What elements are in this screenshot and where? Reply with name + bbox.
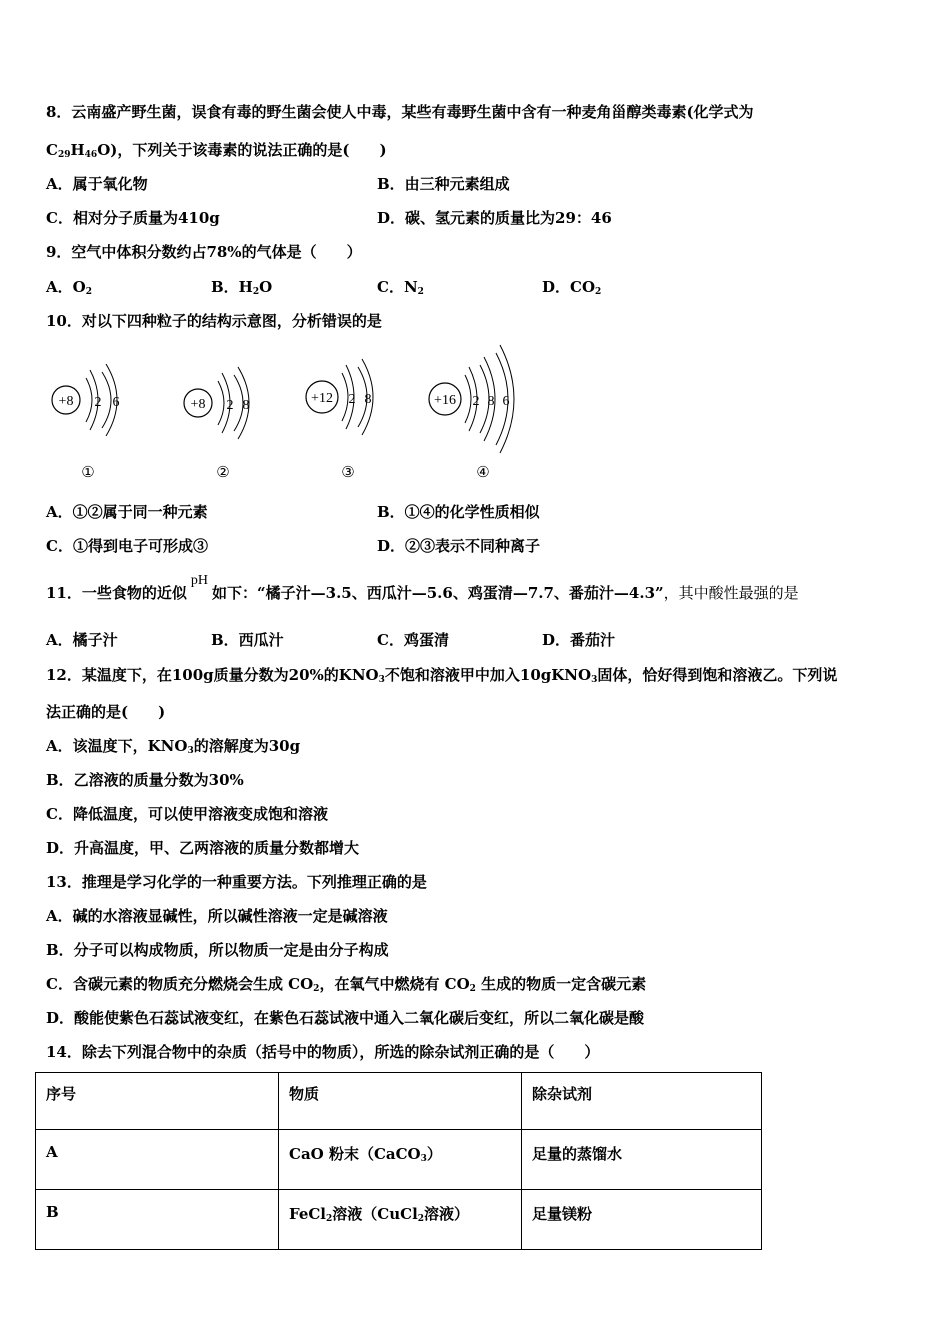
q12-l1-pre: 12．某温度下，在100g质量分数为20%的KNO	[46, 666, 379, 684]
diagram-label: ②	[216, 463, 230, 481]
diagram-label: ③	[341, 463, 355, 481]
q14-stem: 14．除去下列混合物中的杂质（括号中的物质），所选的除杂试剂正确的是（ ）	[46, 1043, 600, 1061]
atom-diagram-3	[306, 359, 373, 481]
row-a-sub-pre: CaO 粉末（CaCO	[289, 1145, 421, 1163]
q8-option-d: D．碳、氢元素的质量比为29：46	[377, 209, 612, 227]
shell-electrons: 8	[364, 392, 372, 407]
electron-shell-arc	[102, 372, 111, 428]
q11-stem	[46, 573, 799, 605]
q13-stem: 13．推理是学习化学的一种重要方法。下列推理正确的是	[46, 873, 427, 891]
shell-electrons: 2	[226, 398, 234, 413]
q9-b-post: O	[259, 278, 273, 296]
q10-option-c: C．①得到电子可形成③	[46, 537, 208, 555]
q9-c-sub: 2	[417, 287, 424, 297]
diagram-label: ④	[476, 463, 490, 481]
row-b-sub-post: 溶液）	[424, 1205, 470, 1223]
table-cell-id: A	[36, 1130, 279, 1190]
q9-option-c	[377, 277, 424, 302]
table-cell-reagent: 足量镁粉	[522, 1190, 762, 1250]
atom-diagram-4	[429, 345, 514, 481]
shell-electrons: 2	[94, 395, 102, 410]
q12-option-a	[46, 736, 300, 761]
q13-c-sub1: 2	[313, 984, 320, 994]
electron-shell-arc	[218, 381, 224, 425]
shell-electrons: 8	[242, 398, 250, 413]
table-cell-substance	[279, 1130, 522, 1190]
q9-stem: 9．空气中体积分数约占78%的气体是（ ）	[46, 243, 362, 261]
q11-option-b: B．西瓜汁	[211, 631, 284, 649]
q9-b-text: B．H	[211, 278, 253, 296]
shell-electrons: 6	[502, 394, 510, 409]
shell-electrons: 6	[112, 395, 120, 410]
formula-c: C	[46, 141, 58, 159]
electron-shell-arc	[342, 373, 348, 421]
q11-stem-pre: 11．一些食物的近似	[46, 584, 187, 602]
table-header-cell: 物质	[279, 1073, 522, 1130]
q12-stem-line2: 法正确的是( )	[46, 703, 166, 721]
q9-a-text: A．O	[46, 278, 86, 296]
q12-l1-sub1: 3	[378, 675, 385, 685]
q11-stem-mid: 如下：“橘子汁—3.5、西瓜汁—5.6、鸡蛋清—7.7、番茄汁—4.3”	[212, 584, 664, 602]
formula-h-sub: 46	[84, 150, 98, 160]
table-header-cell: 除杂试剂	[522, 1073, 762, 1130]
q13-option-a: A．碱的水溶液显碱性，所以碱性溶液一定是碱溶液	[46, 907, 388, 925]
q11-option-a: A．橘子汁	[46, 631, 118, 649]
atom-structure-diagrams	[40, 340, 540, 490]
row-a-sub-sub: 3	[420, 1154, 427, 1164]
q10-option-a: A．①②属于同一种元素	[46, 503, 208, 521]
q11-stem-post: ，其中酸性最强的是	[663, 584, 799, 602]
electron-shell-arc	[86, 378, 92, 422]
q12-a-sub: 3	[187, 746, 194, 756]
table-header-cell: 序号	[36, 1073, 279, 1130]
diagram-label: ①	[81, 463, 95, 481]
q13-c-post: 生成的物质一定含碳元素	[475, 975, 647, 993]
q11-option-c: C．鸡蛋清	[377, 631, 449, 649]
q12-option-d: D．升高温度，甲、乙两溶液的质量分数都增大	[46, 839, 360, 857]
row-a-sub-post: ）	[426, 1145, 442, 1163]
shell-electrons: 2	[348, 392, 356, 407]
atom-diagram-2	[184, 367, 250, 481]
formula-c-sub: 29	[57, 150, 71, 160]
q8-stem-line1: 8．云南盛产野生菌，误食有毒的野生菌会使人中毒，某些有毒野生菌中含有一种麦角甾醇类毒素(化学式为	[46, 103, 754, 121]
q12-l1-post: 固体，恰好得到饱和溶液乙。下列说	[597, 666, 838, 684]
q8-stem-line2	[46, 140, 387, 165]
q8-option-c: C．相对分子质量为410g	[46, 209, 220, 227]
q12-stem-line1	[46, 665, 837, 690]
q12-option-b: B．乙溶液的质量分数为30%	[46, 771, 244, 789]
q13-option-d: D．酸能使紫色石蕊试液变红，在紫色石蕊试液中通入二氧化碳后变红，所以二氧化碳是酸	[46, 1009, 645, 1027]
q12-l1-sub2: 3	[591, 675, 598, 685]
table-cell-reagent: 足量的蒸馏水	[522, 1130, 762, 1190]
q12-option-c: C．降低温度，可以使甲溶液变成饱和溶液	[46, 805, 328, 823]
table-row	[36, 1190, 762, 1250]
atom-diagram-1	[52, 364, 120, 481]
q9-d-sub: 2	[595, 287, 602, 297]
electron-shell-arc	[465, 375, 471, 423]
row-b-sub-mid: 溶液（CuCl	[332, 1205, 418, 1223]
q12-a-post: 的溶解度为30g	[193, 737, 301, 755]
table-cell-substance	[279, 1190, 522, 1250]
q12-l1-mid: 不饱和溶液甲中加入10gKNO	[384, 666, 592, 684]
shell-electrons: 2	[472, 394, 480, 409]
q10-option-d: D．②③表示不同种离子	[377, 537, 541, 555]
nucleus-charge: +8	[58, 394, 74, 409]
row-b-sub-sub2: 2	[417, 1214, 425, 1224]
q8-option-a: A．属于氧化物	[46, 175, 148, 193]
q9-option-d	[542, 277, 601, 302]
q10-stem: 10．对以下四种粒子的结构示意图，分析错误的是	[46, 312, 382, 330]
nucleus-charge: +16	[434, 393, 456, 408]
q14-table	[35, 1072, 762, 1250]
q10-option-b: B．①④的化学性质相似	[377, 503, 540, 521]
q13-option-b: B．分子可以构成物质，所以物质一定是由分子构成	[46, 941, 389, 959]
q13-option-c	[46, 974, 646, 999]
nucleus-charge: +12	[311, 391, 333, 406]
q13-c-sub2: 2	[469, 984, 476, 994]
q9-option-a	[46, 277, 92, 302]
nucleus-charge: +8	[190, 397, 206, 412]
q9-b-sub: 2	[252, 287, 260, 297]
table-cell-id: B	[36, 1190, 279, 1250]
q11-option-d: D．番茄汁	[542, 631, 616, 649]
q11-ph: pH	[190, 573, 208, 588]
q13-c-mid: ，在氧气中燃烧有 CO	[319, 975, 470, 993]
q12-a-pre: A．该温度下，KNO	[46, 737, 188, 755]
q8-option-b: B．由三种元素组成	[377, 175, 510, 193]
formula-o: O)	[97, 141, 118, 159]
shell-electrons: 8	[487, 394, 495, 409]
formula-h: H	[70, 141, 85, 159]
table-header-row	[36, 1073, 762, 1130]
q9-c-text: C．N	[377, 278, 418, 296]
q13-c-pre: C．含碳元素的物质充分燃烧会生成 CO	[46, 975, 314, 993]
q9-d-text: D．CO	[542, 278, 596, 296]
q9-option-b	[211, 277, 272, 302]
row-b-sub-sub1: 2	[326, 1214, 333, 1224]
table-row	[36, 1130, 762, 1190]
q8-stem-rest: ，下列关于该毒素的说法正确的是( )	[117, 141, 387, 159]
q9-a-sub: 2	[85, 287, 92, 297]
row-b-sub-pre: FeCl	[289, 1205, 327, 1223]
